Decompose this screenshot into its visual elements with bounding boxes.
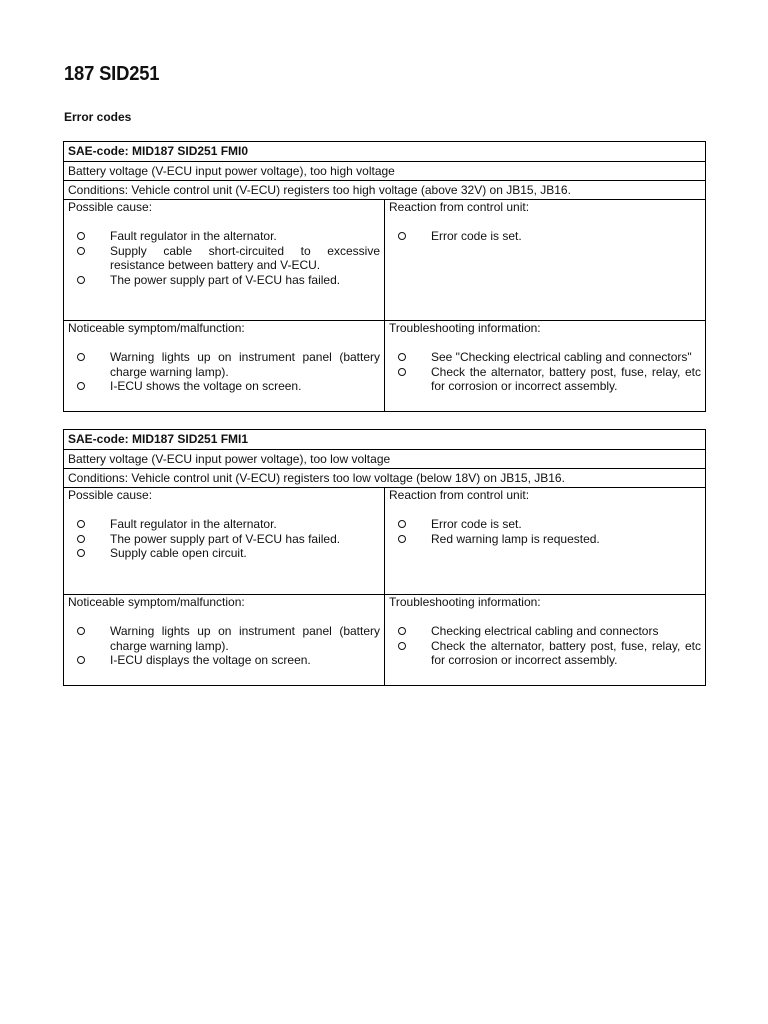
list-item: Check the alternator, battery post, fuse, relay, etc for corrosion or incorrect assembly. <box>397 365 701 394</box>
fault-description: Battery voltage (V-ECU input power voltage), too low voltage <box>64 450 706 469</box>
symptom-label: Noticeable symptom/malfunction: <box>68 595 245 609</box>
troubleshooting-list <box>389 350 701 394</box>
hollow-circle-bullet-icon <box>398 232 406 240</box>
symptom-cell <box>64 321 385 412</box>
list-item: Warning lights up on instrument panel (battery charge warning lamp). <box>76 624 380 653</box>
sae-code-header: SAE-code: MID187 SID251 FMI0 <box>64 142 706 162</box>
hollow-circle-bullet-icon <box>77 276 85 284</box>
hollow-circle-bullet-icon <box>398 520 406 528</box>
reaction-cell <box>385 200 706 321</box>
list-item: Warning lights up on instrument panel (battery charge warning lamp). <box>76 350 380 379</box>
list-item: Fault regulator in the alternator. <box>76 517 380 532</box>
reaction-cell <box>385 488 706 595</box>
symptom-label: Noticeable symptom/malfunction: <box>68 321 245 335</box>
list-item: Supply cable short-circuited to excessive resistance between battery and V-ECU. <box>76 244 380 273</box>
possible-cause-cell <box>64 200 385 321</box>
fault-conditions: Conditions: Vehicle control unit (V-ECU) registers too high voltage (above 32V) on JB15, JB16. <box>64 181 706 200</box>
section-heading-error-codes: Error codes <box>64 110 132 124</box>
hollow-circle-bullet-icon <box>77 520 85 528</box>
possible-cause-list <box>68 517 380 561</box>
error-code-table-fmi0 <box>63 141 706 412</box>
hollow-circle-bullet-icon <box>77 656 85 664</box>
hollow-circle-bullet-icon <box>398 353 406 361</box>
fault-conditions: Conditions: Vehicle control unit (V-ECU) registers too low voltage (below 18V) on JB15, JB16. <box>64 469 706 488</box>
hollow-circle-bullet-icon <box>77 247 85 255</box>
list-item: See "Checking electrical cabling and connectors" <box>397 350 701 365</box>
troubleshooting-list <box>389 624 701 668</box>
hollow-circle-bullet-icon <box>77 627 85 635</box>
list-item: Checking electrical cabling and connectors <box>397 624 701 639</box>
possible-cause-cell <box>64 488 385 595</box>
troubleshooting-cell <box>385 321 706 412</box>
hollow-circle-bullet-icon <box>398 368 406 376</box>
list-item: The power supply part of V-ECU has failed. <box>76 532 380 547</box>
possible-cause-list <box>68 229 380 287</box>
reaction-label: Reaction from control unit: <box>389 488 530 502</box>
list-item: The power supply part of V-ECU has failed. <box>76 273 380 288</box>
reaction-list <box>389 229 701 244</box>
troubleshooting-label: Troubleshooting information: <box>389 595 541 609</box>
hollow-circle-bullet-icon <box>398 642 406 650</box>
troubleshooting-label: Troubleshooting information: <box>389 321 541 335</box>
symptom-cell <box>64 595 385 686</box>
fault-description: Battery voltage (V-ECU input power voltage), too high voltage <box>64 162 706 181</box>
hollow-circle-bullet-icon <box>398 535 406 543</box>
possible-cause-label: Possible cause: <box>68 488 153 502</box>
list-item: Error code is set. <box>397 517 701 532</box>
list-item: Check the alternator, battery post, fuse, relay, etc for corrosion or incorrect assembly. <box>397 639 701 668</box>
hollow-circle-bullet-icon <box>77 353 85 361</box>
symptom-list <box>68 350 380 394</box>
hollow-circle-bullet-icon <box>77 232 85 240</box>
list-item: Error code is set. <box>397 229 701 244</box>
reaction-list <box>389 517 701 546</box>
hollow-circle-bullet-icon <box>77 535 85 543</box>
hollow-circle-bullet-icon <box>77 382 85 390</box>
list-item: I-ECU shows the voltage on screen. <box>76 379 380 394</box>
list-item: I-ECU displays the voltage on screen. <box>76 653 380 668</box>
hollow-circle-bullet-icon <box>398 627 406 635</box>
error-code-table-fmi1 <box>63 429 706 686</box>
troubleshooting-cell <box>385 595 706 686</box>
list-item: Fault regulator in the alternator. <box>76 229 380 244</box>
list-item: Red warning lamp is requested. <box>397 532 701 547</box>
sae-code-header: SAE-code: MID187 SID251 FMI1 <box>64 430 706 450</box>
possible-cause-label: Possible cause: <box>68 200 153 214</box>
list-item: Supply cable open circuit. <box>76 546 380 561</box>
hollow-circle-bullet-icon <box>77 549 85 557</box>
page-title: 187 SID251 <box>64 63 160 85</box>
symptom-list <box>68 624 380 668</box>
reaction-label: Reaction from control unit: <box>389 200 530 214</box>
